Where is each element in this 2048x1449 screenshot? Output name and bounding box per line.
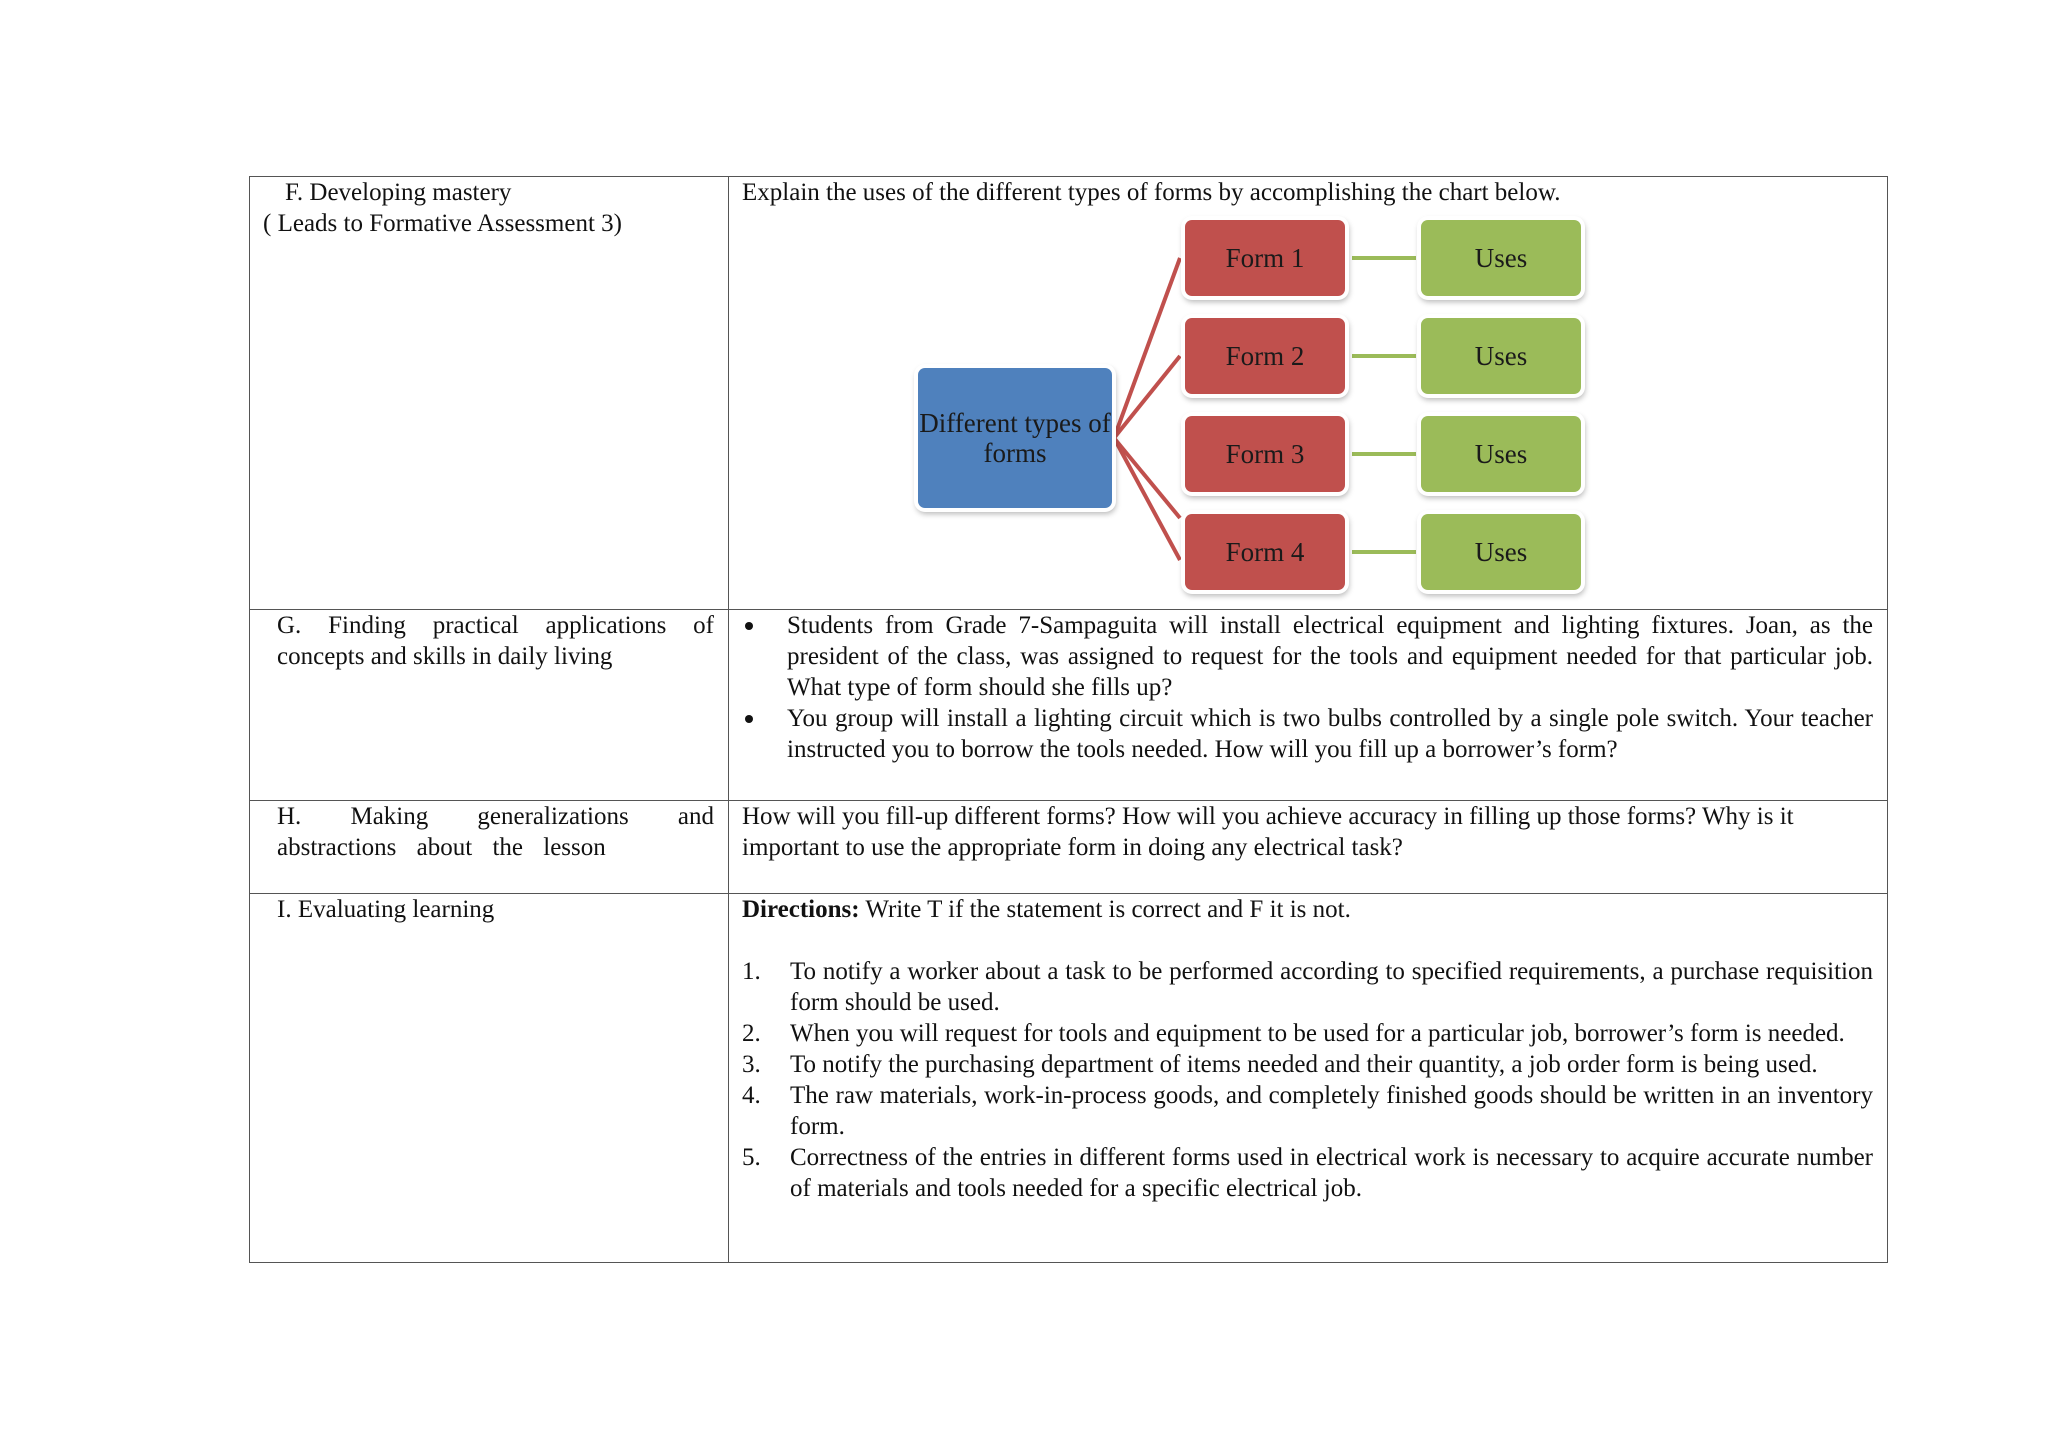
item-text: To notify a worker about a task to be performed according to specified requirements, a purchase requisition form should be used.	[790, 958, 1873, 1016]
item-number: 1.	[742, 958, 761, 985]
connector-root-form-3	[1114, 438, 1180, 518]
row-h-content-cell	[729, 801, 1888, 894]
evaluation-item-3	[742, 1049, 1873, 1080]
evaluation-item-2	[742, 1018, 1873, 1049]
evaluation-item-5	[742, 1142, 1873, 1204]
connector-root-form-1	[1114, 258, 1180, 438]
evaluation-item-4	[742, 1080, 1873, 1142]
row-generalizations	[250, 801, 1888, 894]
item-number: 4.	[742, 1082, 761, 1109]
item-text: To notify the purchasing department of items needed and their quantity, a job order form is being used.	[790, 1051, 1818, 1078]
item-number: 3.	[742, 1051, 761, 1078]
connector-root-form-4	[1114, 438, 1180, 560]
item-text: The raw materials, work-in-process goods, and completely finished goods should be written in an inventory form.	[790, 1082, 1873, 1140]
diagram-form-node-2: Form 2	[1185, 318, 1345, 394]
connector-root-form-2	[1114, 356, 1180, 438]
diagram-uses-node-4: Uses	[1421, 514, 1581, 590]
directions-text: Write T if the statement is correct and F it is not.	[859, 896, 1351, 923]
row-f-instruction: Explain the uses of the different types of forms by accomplishing the chart below.	[742, 179, 1561, 206]
row-g-bullet-2: You group will install a lighting circuit which is two bulbs controlled by a single pole switch. Your teacher instructed you to borrow the tools needed. How will you fill up a borrower’s form?	[742, 703, 1873, 765]
row-f-label-cell	[250, 177, 729, 610]
row-i-label-cell	[250, 894, 729, 1263]
row-g-bullet-1: Students from Grade 7-Sampaguita will install electrical equipment and lighting fixtures. Joan, as the president of the class, was assigned to request for the tools and equipment needed for that particular job. What type of form should she fills up?	[742, 610, 1873, 703]
diagram-form-node-3: Form 3	[1185, 416, 1345, 492]
diagram-form-node-1: Form 1	[1185, 220, 1345, 296]
diagram-form-node-4: Form 4	[1185, 514, 1345, 590]
diagram-uses-node-1: Uses	[1421, 220, 1581, 296]
diagram-uses-node-3: Uses	[1421, 416, 1581, 492]
row-g-label: G. Finding practical applications of concepts and skills in daily living	[277, 612, 714, 670]
row-h-text: How will you fill-up different forms? How will you achieve accuracy in filling up those forms? Why is it important to use the appropriate form in doing any electrical task?	[742, 803, 1794, 861]
row-evaluating-learning	[250, 894, 1888, 1263]
lesson-plan-table	[249, 176, 1888, 1263]
diagram-uses-node-2: Uses	[1421, 318, 1581, 394]
row-g-label-cell	[250, 610, 729, 801]
row-g-bullet-list	[742, 610, 1873, 765]
forms-diagram	[742, 208, 1873, 606]
row-i-content-cell	[729, 894, 1888, 1263]
row-h-label-cell	[250, 801, 729, 894]
item-text: When you will request for tools and equipment to be used for a particular job, borrower’s form is needed.	[790, 1020, 1845, 1047]
evaluation-item-1	[742, 956, 1873, 1018]
row-f-label-line1: F. Developing mastery	[285, 179, 512, 206]
directions-label: Directions:	[742, 896, 860, 923]
diagram-root-node: Different types of forms	[918, 368, 1112, 508]
item-text: Correctness of the entries in different forms used in electrical work is necessary to acquire accurate number of materials and tools needed for a specific electrical job.	[790, 1144, 1873, 1202]
row-i-directions	[742, 894, 1873, 925]
row-f-label-line2: ( Leads to Formative Assessment 3)	[263, 210, 622, 237]
row-developing-mastery	[250, 177, 1888, 610]
item-number: 5.	[742, 1144, 761, 1171]
row-practical-applications	[250, 610, 1888, 801]
row-i-label: I. Evaluating learning	[277, 896, 495, 923]
row-h-label: H. Making generalizations and abstractions about the lesson	[277, 803, 714, 861]
row-f-content-cell	[729, 177, 1888, 610]
item-number: 2.	[742, 1020, 761, 1047]
row-g-content-cell	[729, 610, 1888, 801]
evaluation-items	[742, 956, 1873, 1204]
